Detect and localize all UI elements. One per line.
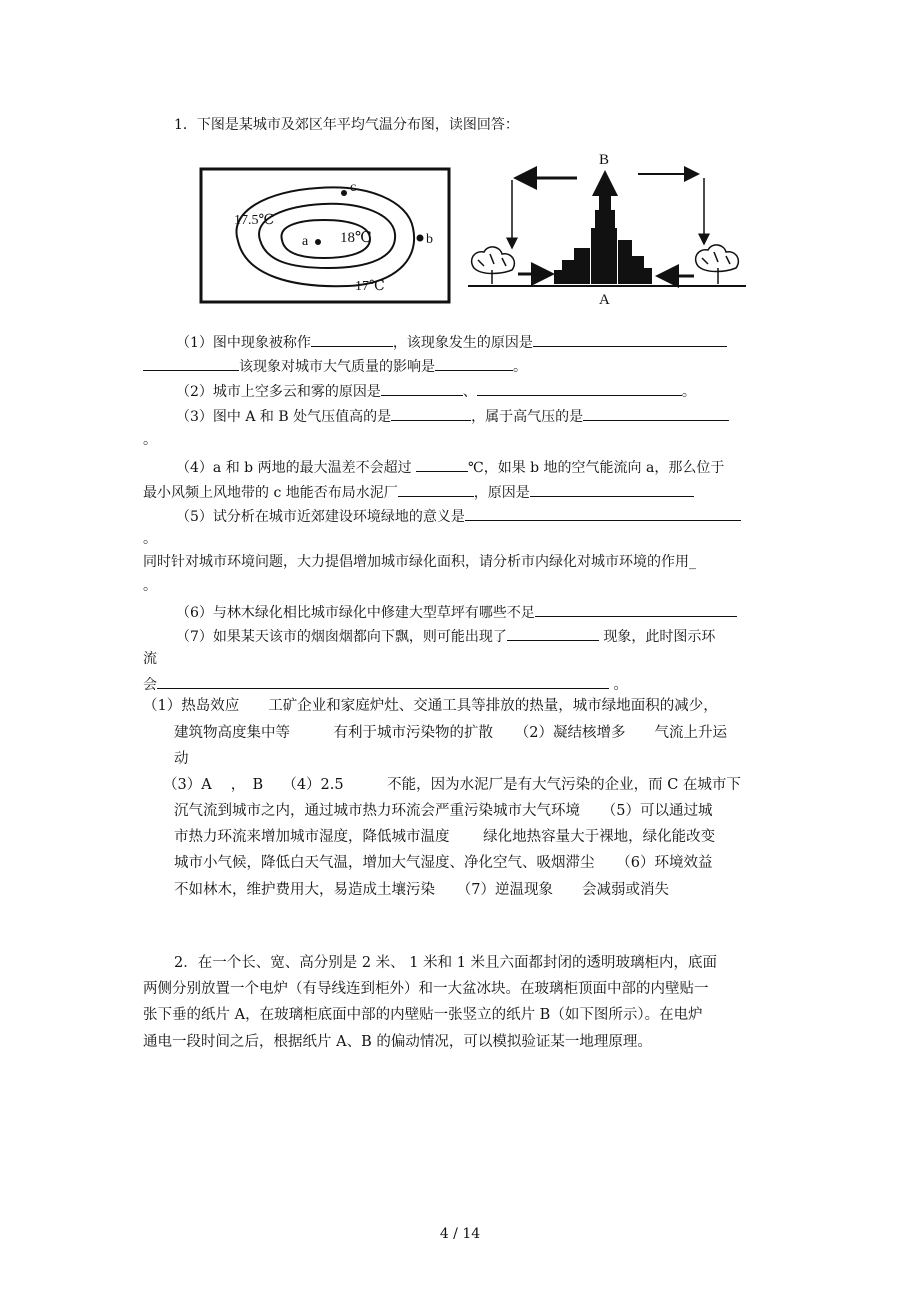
q1-sub1-text-b: ，该现象发生的原因是 — [392, 335, 533, 351]
point-b-dot — [417, 235, 424, 242]
answer-blank[interactable] — [391, 404, 471, 421]
q1-sub4-line1 — [176, 455, 724, 479]
q1-sub4-text-b: ℃，如果 b 地的空气能流向 a，那么位于 — [468, 460, 725, 476]
q1-sub2-text-c: 。 — [681, 384, 696, 400]
answer-line-2: 建筑物高度集中等 有利于城市污染物的扩散 （2）凝结核增多 气流上升运 — [174, 725, 727, 741]
label-a: A — [599, 292, 610, 308]
q1-title: 1．下图是某城市及郊区年平均气温分布图，读图回答： — [174, 117, 519, 133]
q1-sub4-text-d: ，原因是 — [473, 485, 530, 501]
answer-blank[interactable] — [533, 330, 727, 347]
q1-sub5-line1 — [176, 504, 741, 528]
q1-sub6-text-a: （6）与林木绿化相比城市绿化中修建大型草坪有哪些不足 — [176, 605, 535, 621]
answer-blank[interactable] — [583, 404, 729, 421]
answer-blank[interactable] — [465, 504, 741, 521]
q1-sub7-text-b: 现象，此时图示环 — [598, 629, 716, 645]
q1-sub4-line2 — [143, 480, 694, 504]
q1-sub2 — [176, 379, 696, 403]
answer-blank[interactable] — [416, 455, 468, 472]
q1-sub4-text-a: （4）a 和 b 两地的最大温差不会超过 — [176, 460, 417, 476]
q1-sub3-line2: 。 — [143, 432, 157, 448]
isotherm-17-label: 17℃ — [355, 279, 385, 294]
q1-sub4-text-c: 最小风频上风地带的 c 地能否布局水泥厂 — [143, 485, 398, 501]
q1-sub7-text-d: 会 — [143, 677, 157, 693]
q2-line-3: 张下垂的纸片 A，在玻璃柜底面中部的内壁贴一张竖立的纸片 B（如下图所示）。在电炉 — [143, 1007, 703, 1023]
answer-blank[interactable] — [477, 379, 682, 396]
q2-line-4: 通电一段时间之后，根据纸片 A、B 的偏动情况，可以模拟验证某一地理原理。 — [143, 1034, 652, 1050]
answer-blank[interactable] — [381, 379, 463, 396]
q1-sub1-line1 — [176, 330, 727, 354]
q1-sub5-line3: 同时针对城市环境问题，大力提倡增加城市绿化面积，请分析市内绿化对城市环境的作用_ — [143, 554, 696, 570]
city-buildings — [554, 196, 652, 284]
tree-right-icon — [696, 245, 739, 284]
answer-blank[interactable] — [398, 480, 474, 497]
point-b-label: b — [426, 232, 433, 247]
tree-left-icon — [472, 247, 515, 284]
answer-line-3: 动 — [174, 751, 189, 767]
point-c-label: c — [350, 180, 357, 195]
q1-sub1-text-c: 该现象对城市大气质量的影响是 — [239, 359, 435, 375]
answer-line-4: （3）A ， B （4）2.5 不能，因为水泥厂是有大气污染的企业，而 C 在城市下 — [163, 777, 741, 793]
q1-sub5-line4: 。 — [143, 578, 157, 594]
answer-blank[interactable] — [311, 330, 393, 347]
q1-sub3-line1 — [176, 404, 729, 428]
isotherm-map — [198, 166, 453, 306]
q1-sub7-text-a: （7）如果某天该市的烟囱烟都向下飘，则可能出现了 — [176, 629, 507, 645]
q1-sub2-text-a: （2）城市上空多云和雾的原因是 — [176, 384, 381, 400]
q1-sub1-text-a: （1）图中现象被称作 — [176, 335, 311, 351]
point-a-label: a — [302, 234, 309, 249]
q1-sub7-line2: 流 — [143, 651, 157, 667]
q1-sub1-text-d: 。 — [513, 359, 527, 375]
q1-sub5-text-a: （5）试分析在城市近郊建设环境绿地的意义是 — [176, 509, 465, 525]
q1-sub5-line2: 。 — [143, 531, 157, 547]
label-b: B — [599, 152, 610, 168]
isotherm-17-5-label: 17.5℃ — [234, 213, 275, 228]
q1-sub3-text-a: （3）图中 A 和 B 处气压值高的是 — [176, 409, 392, 425]
q1-sub7-line1 — [176, 624, 715, 648]
heat-island-circulation-diagram — [462, 148, 752, 308]
rising-air-arrow — [592, 170, 618, 196]
answer-blank[interactable] — [143, 354, 239, 371]
answer-blank[interactable] — [507, 624, 599, 641]
answer-line-1: （1）热岛效应 工矿企业和家庭炉灶、交通工具等排放的热量，城市绿地面积的减少， — [143, 698, 718, 714]
q1-sub3-text-b: ，属于高气压的是 — [471, 409, 584, 425]
q2-line-1: 2．在一个长、宽、高分别是 2 米、 1 米和 1 米且六面都封闭的透明玻璃柜内，底面 — [174, 955, 718, 971]
answer-blank[interactable] — [530, 480, 694, 497]
answer-blank[interactable] — [535, 600, 737, 617]
answer-line-6: 市热力环流来增加城市湿度，降低城市温度 绿化地热容量大于裸地，绿化能改变 — [174, 829, 716, 845]
answer-blank[interactable] — [435, 354, 513, 371]
answer-line-7: 城市小气候，降低白天气温，增加大气湿度、净化空气、吸烟滞尘 （6）环境效益 — [174, 855, 713, 871]
page-number: 4 / 14 — [439, 1226, 481, 1242]
answer-blank[interactable] — [157, 672, 609, 689]
q1-sub2-text-b: 、 — [462, 384, 477, 400]
q1-sub6 — [176, 600, 737, 624]
answer-line-8: 不如林木，维护费用大，易造成土壤污染 （7）逆温现象 会减弱或消失 — [174, 882, 669, 898]
point-c-dot — [341, 190, 347, 196]
q2-line-2: 两侧分别放置一个电炉（有导线连到柜外）和一大盆冰块。在玻璃柜顶面中部的内壁贴一 — [143, 981, 709, 997]
q1-sub1-line2 — [143, 354, 527, 378]
answer-line-5: 沉气流到城市之内，通过城市热力环流会严重污染城市大气环境 （5）可以通过城 — [174, 803, 713, 819]
q1-sub7-text-e: 。 — [609, 677, 628, 693]
isotherm-18-label: 18℃ — [340, 230, 372, 246]
point-a-dot — [315, 239, 321, 245]
